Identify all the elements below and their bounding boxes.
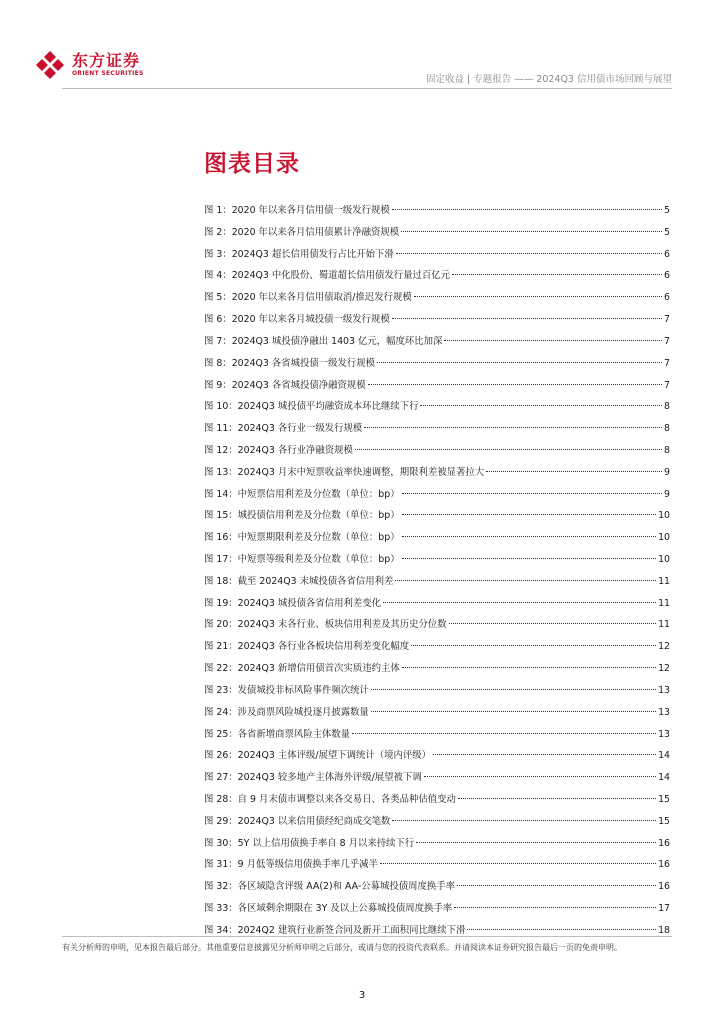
toc-dot-leader <box>449 623 656 624</box>
toc-dot-leader <box>401 231 662 232</box>
toc-entry-page: 7 <box>664 335 670 347</box>
toc-entry-label: 图 15：城投债信用利差及分位数（单位：bp） <box>204 510 400 522</box>
toc-entry-label: 图 33：各区域剩余期限在 3Y 及以上公募城投债周度换手率 <box>204 903 453 914</box>
toc-entry[interactable] <box>204 200 670 222</box>
page-header <box>0 0 724 92</box>
toc-dot-leader <box>371 711 656 712</box>
toc-entry-label: 图 10：2024Q3 城投债平均融资成本环比继续下行 <box>204 401 419 413</box>
toc-entry[interactable] <box>204 396 670 418</box>
toc-entry-page: 18 <box>658 924 670 936</box>
toc-dot-leader <box>392 318 662 319</box>
toc-entry-label: 图 29：2024Q3 以来信用债经纪商成交笔数 <box>204 815 391 827</box>
report-breadcrumb: 固定收益 | 专题报告 —— 2024Q3 信用债市场回顾与展望 <box>426 74 672 85</box>
toc-entry-label: 图 17：中短票等级利差及分位数（单位：bp） <box>204 554 400 565</box>
toc-entry[interactable] <box>204 614 670 636</box>
toc-entry-label: 图 1：2020 年以来各月信用债一级发行规模 <box>204 205 390 216</box>
toc-entry-label: 图 31：9 月低等级信用债换手率几乎减半 <box>204 859 378 871</box>
toc-entry-label: 图 7：2024Q3 城投债净融出 1403 亿元，幅度环比加深 <box>204 335 443 347</box>
toc-dot-leader <box>486 471 662 472</box>
toc-dot-leader <box>352 733 656 734</box>
toc-entry[interactable] <box>204 811 670 833</box>
toc-entry[interactable] <box>204 222 670 244</box>
orient-securities-logo <box>34 49 144 81</box>
toc-entry-label: 图 26：2024Q3 主体评级/展望下调统计（境内评级） <box>204 750 432 762</box>
toc-entry[interactable] <box>204 287 670 309</box>
toc-entry-page: 8 <box>664 444 670 456</box>
toc-entry-label: 图 27：2024Q3 较多地产主体海外评级/展望被下调 <box>204 772 422 784</box>
toc-dot-leader <box>411 645 656 646</box>
toc-entry-label: 图 34：2024Q2 建筑行业新签合同及新开工面积同比继续下滑 <box>204 924 466 936</box>
toc-entry-page: 14 <box>658 772 670 784</box>
page-number: 3 <box>358 990 366 1001</box>
toc-entry[interactable] <box>204 331 670 353</box>
toc-entry[interactable] <box>204 462 670 484</box>
toc-dot-leader <box>392 820 656 821</box>
logo-chinese-name: 东方证券 <box>72 51 141 70</box>
toc-entry[interactable] <box>204 418 670 440</box>
toc-entry-page: 9 <box>664 488 670 500</box>
header-divider <box>62 88 672 89</box>
toc-entry[interactable] <box>204 854 670 876</box>
toc-entry-page: 8 <box>664 423 670 435</box>
toc-entry-label: 图 18：截至 2024Q3 末城投债各省信用利差 <box>204 575 394 587</box>
toc-dot-leader <box>396 253 662 254</box>
toc-entry[interactable] <box>204 724 670 746</box>
toc-entry-label: 图 25：各省新增商票风险主体数量 <box>204 728 351 740</box>
toc-entry[interactable] <box>204 658 670 680</box>
toc-entry[interactable] <box>204 680 670 702</box>
toc-dot-leader <box>444 340 662 341</box>
toc-entry[interactable] <box>204 244 670 266</box>
toc-entry-page: 14 <box>658 750 670 762</box>
toc-entry-label: 图 3：2024Q3 超长信用债发行占比开始下滑 <box>204 248 394 260</box>
toc-entry[interactable] <box>204 702 670 724</box>
toc-entry-page: 10 <box>658 554 670 565</box>
toc-entry-page: 5 <box>664 226 670 238</box>
toc-entry-page: 11 <box>658 575 670 587</box>
toc-dot-leader <box>402 514 656 515</box>
toc-dot-leader <box>380 863 656 864</box>
toc-dot-leader <box>433 754 656 755</box>
toc-entry-page: 11 <box>658 597 670 609</box>
toc-entry-page: 7 <box>664 357 670 369</box>
toc-dot-leader <box>402 536 656 537</box>
toc-entry-page: 16 <box>658 881 670 893</box>
toc-dot-leader <box>454 907 656 908</box>
toc-entry-label: 图 23：发债城投非标风险事件频次统计 <box>204 684 369 696</box>
toc-entry[interactable] <box>204 353 670 375</box>
toc-entry-page: 16 <box>658 859 670 871</box>
toc-entry[interactable] <box>204 833 670 855</box>
toc-entry[interactable] <box>204 767 670 789</box>
toc-dot-leader <box>355 449 662 450</box>
orient-logo-icon <box>34 49 66 81</box>
toc-entry-label: 图 28：自 9 月末债市调整以来各交易日、各类品种估值变动 <box>204 793 456 805</box>
toc-entry[interactable] <box>204 440 670 462</box>
toc-entry-page: 17 <box>658 903 670 914</box>
toc-entry-page: 10 <box>658 532 670 544</box>
toc-entry-page: 6 <box>664 248 670 260</box>
toc-entry-page: 13 <box>658 706 670 718</box>
toc-entry-label: 图 12：2024Q3 各行业净融资规模 <box>204 444 353 456</box>
toc-entry-page: 15 <box>658 793 670 805</box>
toc-entry[interactable] <box>204 876 670 898</box>
toc-entry[interactable] <box>204 527 670 549</box>
toc-entry[interactable] <box>204 920 670 942</box>
logo-english-name: ORIENT SECURITIES <box>72 70 144 77</box>
toc-entry[interactable] <box>204 265 670 287</box>
toc-entry[interactable] <box>204 375 670 397</box>
toc-entry-page: 7 <box>664 314 670 326</box>
footer-divider <box>62 936 672 937</box>
toc-entry-label: 图 30：5Y 以上信用债换手率自 8 月以来持续下行 <box>204 837 415 849</box>
toc-entry-page: 12 <box>658 641 670 653</box>
toc-entry-page: 7 <box>664 379 670 391</box>
toc-entry-page: 9 <box>664 466 670 478</box>
toc-entry-page: 12 <box>658 663 670 675</box>
toc-entry-page: 8 <box>664 401 670 413</box>
toc-dot-leader <box>458 798 656 799</box>
toc-dot-leader <box>420 405 662 406</box>
toc-dot-leader <box>368 384 662 385</box>
toc-entry-label: 图 14：中短票信用利差及分位数（单位：bp） <box>204 488 400 500</box>
toc-dot-leader <box>395 580 656 581</box>
toc-entry[interactable] <box>204 593 670 615</box>
toc-entry-label: 图 32：各区域隐含评级 AA(2)和 AA-公募城投债周度换手率 <box>204 881 456 893</box>
disclaimer-text: 有关分析师的申明，见本报告最后部分。其他重要信息披露见分析师申明之后部分，或请与您的投资代表联系。并请阅读本证券研究报告最后一页的免责申明。 <box>62 943 622 952</box>
toc-entry[interactable] <box>204 484 670 506</box>
toc-entry-page: 13 <box>658 728 670 740</box>
toc-title: 图表目录 <box>204 151 300 177</box>
toc-entry-page: 10 <box>658 510 670 522</box>
toc-dot-leader <box>383 602 656 603</box>
toc-entry[interactable] <box>204 789 670 811</box>
toc-entry-label: 图 4：2024Q3 中化股份、蜀道超长信用债发行量过百亿元 <box>204 270 451 282</box>
toc-entry-label: 图 2：2020 年以来各月信用债累计净融资规模 <box>204 226 400 238</box>
toc-entry-label: 图 6：2020 年以来各月城投债一级发行规模 <box>204 314 390 326</box>
toc-dot-leader <box>402 667 656 668</box>
toc-entry[interactable] <box>204 636 670 658</box>
toc-entry[interactable] <box>204 549 670 571</box>
figure-toc-list <box>204 200 670 942</box>
toc-dot-leader <box>364 427 662 428</box>
toc-dot-leader <box>402 493 662 494</box>
toc-entry-page: 5 <box>664 205 670 216</box>
toc-entry-page: 13 <box>658 684 670 696</box>
toc-dot-leader <box>457 885 656 886</box>
toc-dot-leader <box>414 296 662 297</box>
toc-entry-label: 图 19：2024Q3 城投债各省信用利差变化 <box>204 597 381 609</box>
toc-entry-label: 图 21：2024Q3 各行业各板块信用利差变化幅度 <box>204 641 410 653</box>
toc-dot-leader <box>371 689 656 690</box>
toc-entry-page: 6 <box>664 292 670 304</box>
toc-entry-label: 图 5：2020 年以来各月信用债取消/推迟发行规模 <box>204 292 412 304</box>
toc-entry-label: 图 13：2024Q3 月末中短票收益率快速调整，期限利差被显著拉大 <box>204 466 485 478</box>
toc-entry[interactable] <box>204 309 670 331</box>
toc-entry-page: 11 <box>658 619 670 631</box>
toc-entry-page: 16 <box>658 837 670 849</box>
toc-dot-leader <box>452 274 662 275</box>
toc-dot-leader <box>424 776 656 777</box>
toc-dot-leader <box>467 929 656 930</box>
toc-entry-label: 图 9：2024Q3 各省城投债净融资规模 <box>204 379 366 391</box>
toc-entry[interactable] <box>204 505 670 527</box>
toc-entry-label: 图 16：中短票期限利差及分位数（单位：bp） <box>204 532 400 544</box>
toc-entry[interactable] <box>204 745 670 767</box>
toc-dot-leader <box>392 209 662 210</box>
toc-entry[interactable] <box>204 898 670 920</box>
toc-entry-page: 6 <box>664 270 670 282</box>
toc-dot-leader <box>402 558 656 559</box>
toc-dot-leader <box>377 362 662 363</box>
toc-entry-label: 图 24：涉及商票风险城投逐月披露数量 <box>204 706 369 718</box>
toc-entry[interactable] <box>204 571 670 593</box>
toc-entry-label: 图 20：2024Q3 末各行业、板块信用利差及其历史分位数 <box>204 619 447 631</box>
toc-entry-label: 图 22：2024Q3 新增信用债首次实质违约主体 <box>204 663 400 675</box>
toc-dot-leader <box>416 842 656 843</box>
toc-entry-label: 图 11：2024Q3 各行业一级发行规模 <box>204 423 363 435</box>
toc-entry-label: 图 8：2024Q3 各省城投债一级发行规模 <box>204 357 376 369</box>
toc-entry-page: 15 <box>658 815 670 827</box>
